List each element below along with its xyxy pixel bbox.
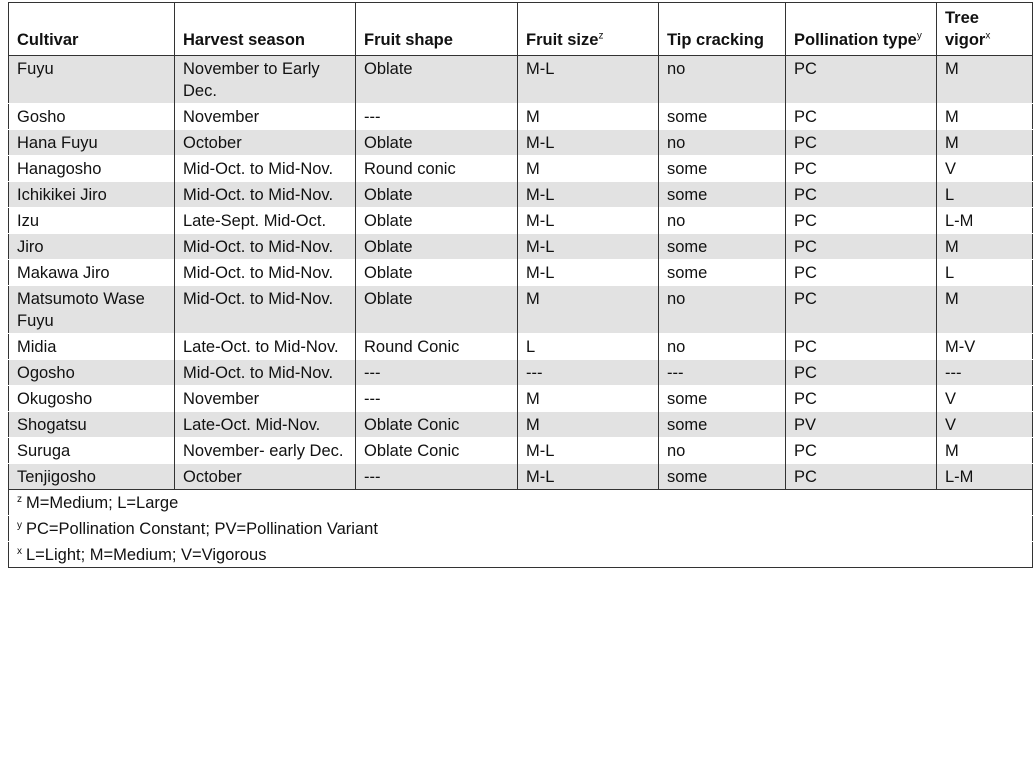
cell-fruit-shape: Oblate <box>356 56 518 104</box>
column-header-label: Fruit shape <box>364 31 453 49</box>
footnote-marker: y <box>916 30 922 42</box>
cell-tree-vigor: M-V <box>937 334 1033 360</box>
cell-fruit-shape: Round Conic <box>356 334 518 360</box>
cell-tree-vigor: L <box>937 260 1033 286</box>
cell-fruit-size: M-L <box>518 56 659 104</box>
cell-tip-cracking: some <box>659 412 786 438</box>
cell-tip-cracking: some <box>659 260 786 286</box>
footnote-marker: y <box>17 519 22 531</box>
table-body <box>9 56 1033 568</box>
cell-tip-cracking: some <box>659 464 786 490</box>
table-row <box>9 360 1033 386</box>
footnote-row <box>9 516 1033 542</box>
column-header-tree-vigor <box>937 3 1033 56</box>
cell-cultivar: Ichikikei Jiro <box>9 182 175 208</box>
cell-cultivar: Hana Fuyu <box>9 130 175 156</box>
cell-fruit-size: M-L <box>518 208 659 234</box>
cell-fruit-size: --- <box>518 360 659 386</box>
footnote <box>9 516 1033 542</box>
cell-tree-vigor: M <box>937 130 1033 156</box>
cell-harvest-season: Late-Oct. to Mid-Nov. <box>175 334 356 360</box>
cell-fruit-shape: --- <box>356 360 518 386</box>
cell-fruit-size: M <box>518 286 659 334</box>
cell-pollination-type: PC <box>786 464 937 490</box>
cell-pollination-type: PC <box>786 104 937 130</box>
cell-pollination-type: PC <box>786 182 937 208</box>
cell-fruit-shape: Round conic <box>356 156 518 182</box>
table-row <box>9 234 1033 260</box>
cell-tree-vigor: L-M <box>937 208 1033 234</box>
cell-pollination-type: PV <box>786 412 937 438</box>
cell-harvest-season: Mid-Oct. to Mid-Nov. <box>175 360 356 386</box>
cell-pollination-type: PC <box>786 130 937 156</box>
cell-fruit-shape: Oblate <box>356 286 518 334</box>
footnote-row <box>9 542 1033 568</box>
column-header-label: Harvest season <box>183 31 305 49</box>
table-row <box>9 182 1033 208</box>
cell-harvest-season: November <box>175 386 356 412</box>
cell-tip-cracking: no <box>659 334 786 360</box>
cell-tip-cracking: some <box>659 156 786 182</box>
cell-pollination-type: PC <box>786 156 937 182</box>
cell-tip-cracking: some <box>659 234 786 260</box>
cell-tip-cracking: --- <box>659 360 786 386</box>
cell-tree-vigor: M <box>937 56 1033 104</box>
cultivar-table <box>8 2 1033 568</box>
table-row <box>9 386 1033 412</box>
cell-pollination-type: PC <box>786 286 937 334</box>
cell-pollination-type: PC <box>786 386 937 412</box>
cell-cultivar: Fuyu <box>9 56 175 104</box>
cell-tip-cracking: some <box>659 104 786 130</box>
table-row <box>9 104 1033 130</box>
column-header-cultivar <box>9 3 175 56</box>
table-row <box>9 412 1033 438</box>
cell-fruit-size: M-L <box>518 182 659 208</box>
cell-tree-vigor: V <box>937 412 1033 438</box>
column-header-fruit-shape <box>356 3 518 56</box>
cell-fruit-size: M-L <box>518 234 659 260</box>
cell-tree-vigor: V <box>937 386 1033 412</box>
footnote-text: PC=Pollination Constant; PV=Pollination Variant <box>26 520 378 538</box>
cell-fruit-shape: --- <box>356 464 518 490</box>
cell-pollination-type: PC <box>786 438 937 464</box>
cell-fruit-size: M <box>518 104 659 130</box>
cell-tree-vigor: L <box>937 182 1033 208</box>
cell-fruit-shape: Oblate Conic <box>356 438 518 464</box>
cell-cultivar: Suruga <box>9 438 175 464</box>
cell-pollination-type: PC <box>786 234 937 260</box>
cell-tree-vigor: M <box>937 286 1033 334</box>
table-row <box>9 208 1033 234</box>
cell-tip-cracking: some <box>659 386 786 412</box>
footnote-row <box>9 490 1033 516</box>
header-row <box>9 3 1033 56</box>
cell-pollination-type: PC <box>786 360 937 386</box>
cell-fruit-size: M-L <box>518 464 659 490</box>
cell-cultivar: Midia <box>9 334 175 360</box>
table-row <box>9 56 1033 104</box>
cell-tree-vigor: M <box>937 234 1033 260</box>
cell-harvest-season: Mid-Oct. to Mid-Nov. <box>175 182 356 208</box>
footnote-text: L=Light; M=Medium; V=Vigorous <box>26 546 267 564</box>
cell-fruit-size: M-L <box>518 438 659 464</box>
cell-tree-vigor: --- <box>937 360 1033 386</box>
cell-cultivar: Jiro <box>9 234 175 260</box>
cell-tip-cracking: some <box>659 182 786 208</box>
cell-cultivar: Ogosho <box>9 360 175 386</box>
footnote <box>9 542 1033 568</box>
cell-tree-vigor: M <box>937 438 1033 464</box>
cell-tree-vigor: M <box>937 104 1033 130</box>
cell-harvest-season: October <box>175 464 356 490</box>
cell-fruit-size: M <box>518 412 659 438</box>
cell-cultivar: Shogatsu <box>9 412 175 438</box>
footnote-marker: x <box>985 30 991 42</box>
cell-harvest-season: November <box>175 104 356 130</box>
cell-cultivar: Makawa Jiro <box>9 260 175 286</box>
footnote <box>9 490 1033 516</box>
cell-tip-cracking: no <box>659 286 786 334</box>
cell-fruit-size: M-L <box>518 130 659 156</box>
cell-fruit-shape: Oblate <box>356 234 518 260</box>
table-row <box>9 260 1033 286</box>
column-header-label: Pollination type <box>794 31 917 49</box>
cell-tip-cracking: no <box>659 56 786 104</box>
column-header-pollination-type <box>786 3 937 56</box>
column-header-label: Tip cracking <box>667 31 764 49</box>
column-header-tip-cracking <box>659 3 786 56</box>
cell-fruit-size: M-L <box>518 260 659 286</box>
cell-tree-vigor: V <box>937 156 1033 182</box>
column-header-label: Cultivar <box>17 31 79 49</box>
footnote-text: M=Medium; L=Large <box>26 494 179 512</box>
column-header-label: Fruit size <box>526 31 599 49</box>
column-header-label: Tree vigor <box>945 9 986 49</box>
table-row <box>9 334 1033 360</box>
cell-harvest-season: Late-Sept. Mid-Oct. <box>175 208 356 234</box>
cell-fruit-shape: --- <box>356 386 518 412</box>
cell-pollination-type: PC <box>786 260 937 286</box>
cell-fruit-shape: --- <box>356 104 518 130</box>
table-row <box>9 438 1033 464</box>
cell-tip-cracking: no <box>659 208 786 234</box>
cell-fruit-shape: Oblate <box>356 208 518 234</box>
cell-harvest-season: October <box>175 130 356 156</box>
cell-tip-cracking: no <box>659 130 786 156</box>
cell-tree-vigor: L-M <box>937 464 1033 490</box>
cell-fruit-size: M <box>518 386 659 412</box>
cell-fruit-shape: Oblate Conic <box>356 412 518 438</box>
cell-cultivar: Matsumoto Wase Fuyu <box>9 286 175 334</box>
cell-fruit-size: M <box>518 156 659 182</box>
table-row <box>9 286 1033 334</box>
cell-harvest-season: Late-Oct. Mid-Nov. <box>175 412 356 438</box>
cell-pollination-type: PC <box>786 208 937 234</box>
cell-fruit-shape: Oblate <box>356 130 518 156</box>
table-row <box>9 156 1033 182</box>
column-header-harvest-season <box>175 3 356 56</box>
cell-cultivar: Izu <box>9 208 175 234</box>
cell-harvest-season: Mid-Oct. to Mid-Nov. <box>175 260 356 286</box>
cell-harvest-season: Mid-Oct. to Mid-Nov. <box>175 156 356 182</box>
cell-harvest-season: November to Early Dec. <box>175 56 356 104</box>
cell-cultivar: Tenjigosho <box>9 464 175 490</box>
cell-pollination-type: PC <box>786 56 937 104</box>
cell-pollination-type: PC <box>786 334 937 360</box>
cell-fruit-shape: Oblate <box>356 260 518 286</box>
table-row <box>9 130 1033 156</box>
footnote-marker: z <box>17 493 22 505</box>
cell-harvest-season: Mid-Oct. to Mid-Nov. <box>175 234 356 260</box>
footnote-marker: z <box>598 30 604 42</box>
column-header-fruit-size <box>518 3 659 56</box>
footnote-marker: x <box>17 545 22 557</box>
cell-tip-cracking: no <box>659 438 786 464</box>
cell-harvest-season: November- early Dec. <box>175 438 356 464</box>
table-row <box>9 464 1033 490</box>
cell-harvest-season: Mid-Oct. to Mid-Nov. <box>175 286 356 334</box>
cell-cultivar: Okugosho <box>9 386 175 412</box>
cell-fruit-shape: Oblate <box>356 182 518 208</box>
cell-fruit-size: L <box>518 334 659 360</box>
cell-cultivar: Hanagosho <box>9 156 175 182</box>
cell-cultivar: Gosho <box>9 104 175 130</box>
